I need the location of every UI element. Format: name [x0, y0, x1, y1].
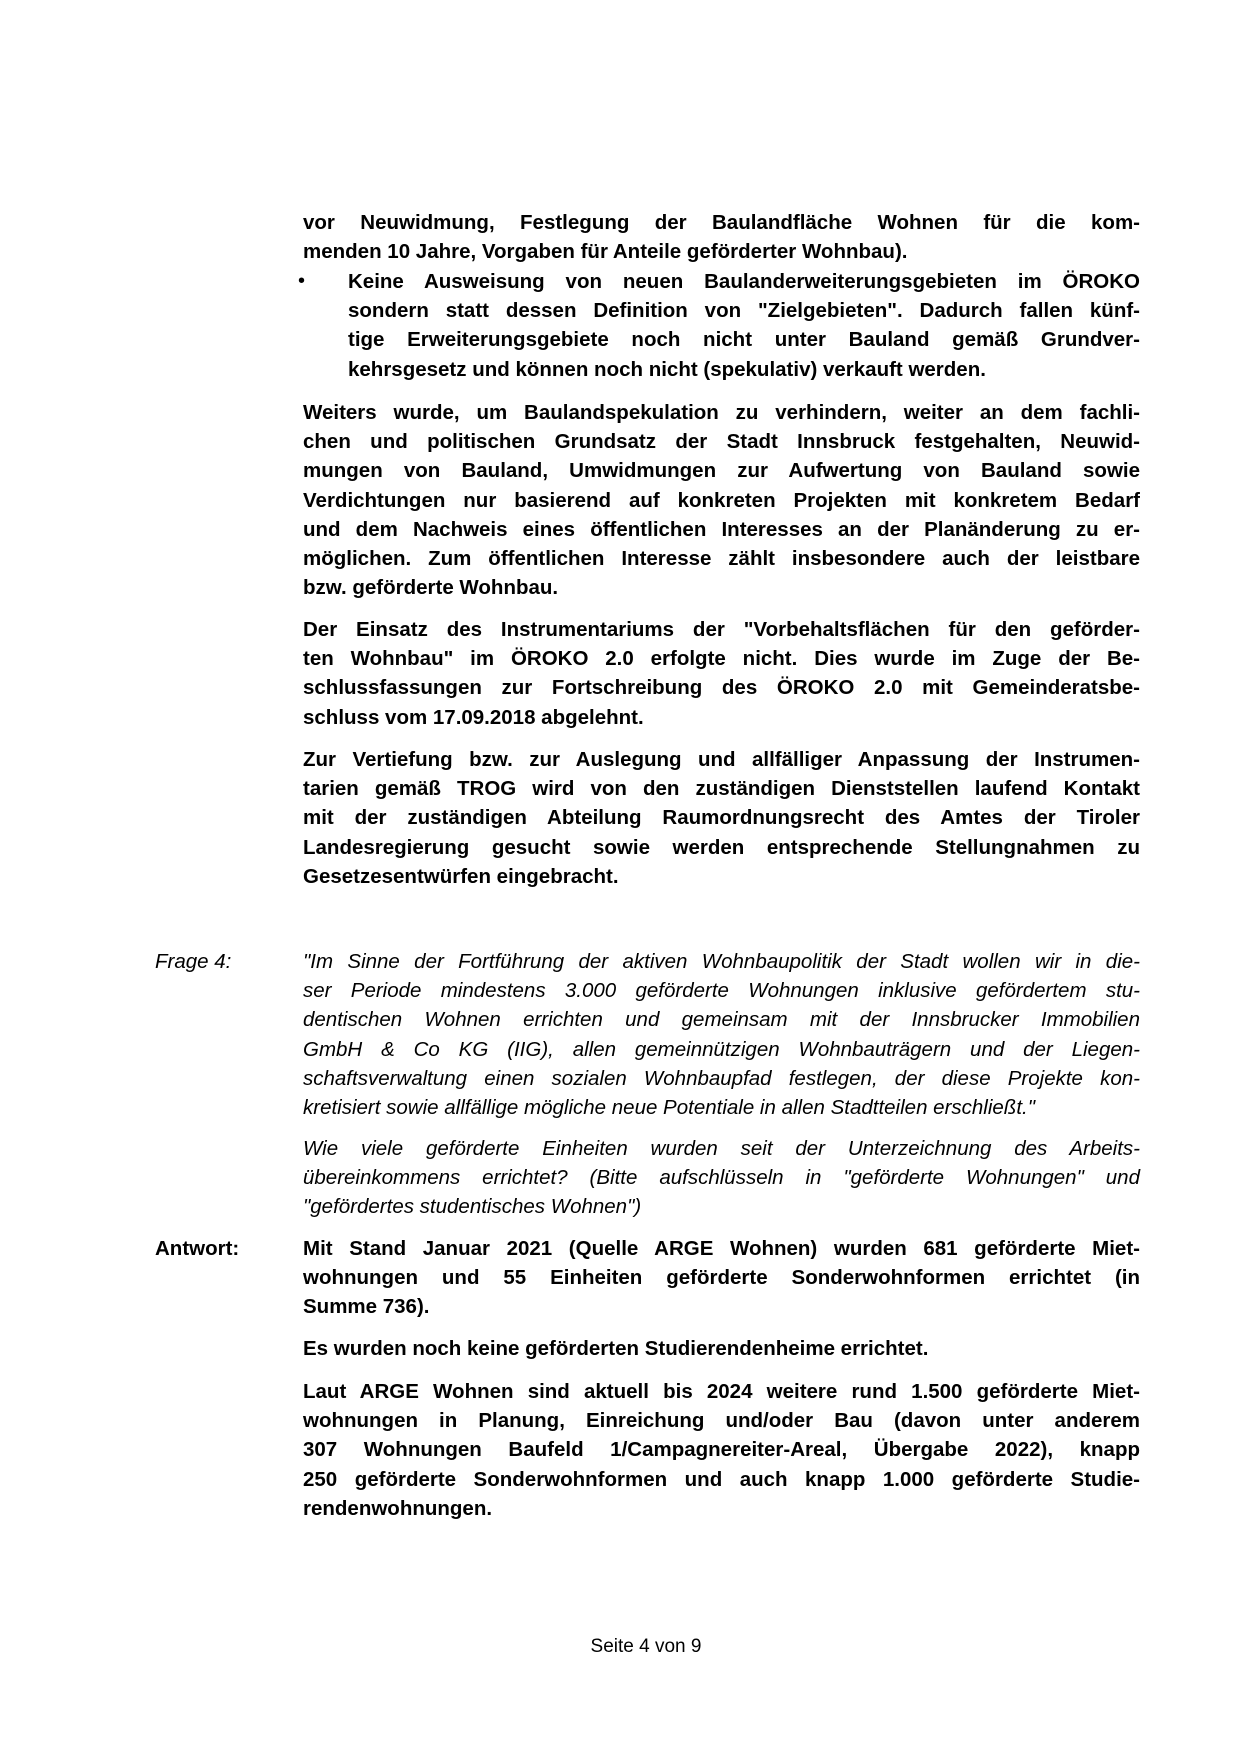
text-line: rendenwohnungen.: [303, 1496, 493, 1520]
text-line: "gefördertes studentisches Wohnen"): [303, 1195, 642, 1219]
text-line: 307 Wohnungen Baufeld 1/Campagnereiter-Areal, Übergabe 2022), knapp: [303, 1438, 1140, 1462]
text-line: möglichen. Zum öffentlichen Interesse zählt insbesondere auch der leistbare: [303, 547, 1140, 571]
text-line: kretisiert sowie allfällige mögliche neue Potentiale in allen Stadtteilen erschließt.": [303, 1096, 1035, 1120]
text-line: GmbH & Co KG (IIG), allen gemeinnützigen Wohnbauträgern und der Liegen-: [303, 1037, 1140, 1061]
text-line: tarien gemäß TROG wird von den zuständigen Dienststellen laufend Kontakt: [303, 777, 1140, 801]
text-line: Es wurden noch keine geförderten Studierendenheime errichtet.: [303, 1337, 929, 1360]
bullet-continuation: [303, 208, 1140, 266]
text-line: Wie viele geförderte Einheiten wurden seit der Unterzeichnung des Arbeits-: [303, 1137, 1140, 1160]
text-line: Keine Ausweisung von neuen Baulanderweiterungsgebieten im ÖROKO: [348, 270, 1140, 293]
text-line: kehrsgesetz und können noch nicht (spekulativ) verkauft werden.: [348, 357, 986, 381]
text-line: Landesregierung gesucht sowie werden entsprechende Stellungnahmen zu: [303, 835, 1140, 859]
text-line: Zur Vertiefung bzw. zur Auslegung und allfälliger Anpassung der Instrumen-: [303, 748, 1140, 771]
answer-paragraph-1: [303, 1234, 1140, 1322]
text-line: wohnungen in Planung, Einreichung und/oder Bau (davon unter anderem: [303, 1409, 1140, 1433]
bullet-icon: •: [298, 270, 306, 292]
text-line: vor Neuwidmung, Festlegung der Baulandfläche Wohnen für die kom-: [303, 211, 1140, 234]
page-number: Seite 4 von 9: [590, 1636, 702, 1657]
text-line: sondern statt dessen Definition von "Zielgebieten". Dadurch fallen künf-: [348, 299, 1140, 323]
text-line: und dem Nachweis eines öffentlichen Interesses an der Planänderung zu er-: [303, 517, 1140, 541]
text-line: chen und politischen Grundsatz der Stadt Innsbruck festgehalten, Neuwid-: [303, 430, 1140, 454]
text-line: 250 geförderte Sonderwohnformen und auch knapp 1.000 geförderte Studie-: [303, 1467, 1140, 1491]
text-line: schluss vom 17.09.2018 abgelehnt.: [303, 705, 644, 729]
bullet-item: [348, 267, 1140, 384]
text-line: mungen von Bauland, Umwidmungen zur Aufwertung von Bauland sowie: [303, 459, 1140, 483]
text-line: Laut ARGE Wohnen sind aktuell bis 2024 weitere rund 1.500 geförderte Miet-: [303, 1380, 1140, 1403]
text-line: wohnungen und 55 Einheiten geförderte Sonderwohnformen errichtet (in: [303, 1266, 1140, 1290]
text-line: Verdichtungen nur basierend auf konkreten Projekten mit konkretem Bedarf: [303, 488, 1140, 512]
text-line: tige Erweiterungsgebiete noch nicht unter Bauland gemäß Grundver-: [348, 328, 1140, 352]
text-line: Weiters wurde, um Baulandspekulation zu verhindern, weiter an dem fachli-: [303, 401, 1140, 424]
text-line: bzw. geförderte Wohnbau.: [303, 576, 559, 600]
question-quote: [303, 947, 1140, 1122]
question-label: Frage 4:: [155, 950, 232, 973]
text-line: übereinkommens errichtet? (Bitte aufschlüsseln in "geförderte Wohnungen" und: [303, 1166, 1140, 1190]
paragraph-einsatz: [303, 615, 1140, 732]
text-line: Gesetzesentwürfen eingebracht.: [303, 864, 619, 888]
text-line: Der Einsatz des Instrumentariums der "Vorbehaltsflächen für den geförder-: [303, 618, 1140, 641]
question-text: [303, 1134, 1140, 1222]
answer-paragraph-3: [303, 1377, 1140, 1523]
text-line: menden 10 Jahre, Vorgaben für Anteile geförderter Wohnbau).: [303, 240, 908, 264]
paragraph-vertiefung: [303, 745, 1140, 891]
text-line: Summe 736).: [303, 1295, 430, 1319]
text-line: schlussfassungen zur Fortschreibung des ÖROKO 2.0 mit Gemeinderatsbe-: [303, 676, 1140, 700]
text-line: Mit Stand Januar 2021 (Quelle ARGE Wohnen) wurden 681 geförderte Miet-: [303, 1237, 1140, 1260]
text-line: "Im Sinne der Fortführung der aktiven Wohnbaupolitik der Stadt wollen wir in die-: [303, 950, 1140, 973]
text-line: schaftsverwaltung einen sozialen Wohnbaupfad festlegen, der diese Projekte kon-: [303, 1066, 1140, 1090]
text-line: ser Periode mindestens 3.000 geförderte Wohnungen inklusive gefördertem stu-: [303, 979, 1140, 1003]
text-line: mit der zuständigen Abteilung Raumordnungsrecht des Amtes der Tiroler: [303, 806, 1140, 830]
answer-label: Antwort:: [155, 1237, 240, 1260]
text-line: ten Wohnbau" im ÖROKO 2.0 erfolgte nicht. Dies wurde im Zuge der Be-: [303, 647, 1140, 671]
paragraph-weiters: [303, 398, 1140, 602]
text-line: dentischen Wohnen errichten und gemeinsam mit der Innsbrucker Immobilien: [303, 1008, 1140, 1032]
answer-paragraph-2: [303, 1334, 1140, 1363]
